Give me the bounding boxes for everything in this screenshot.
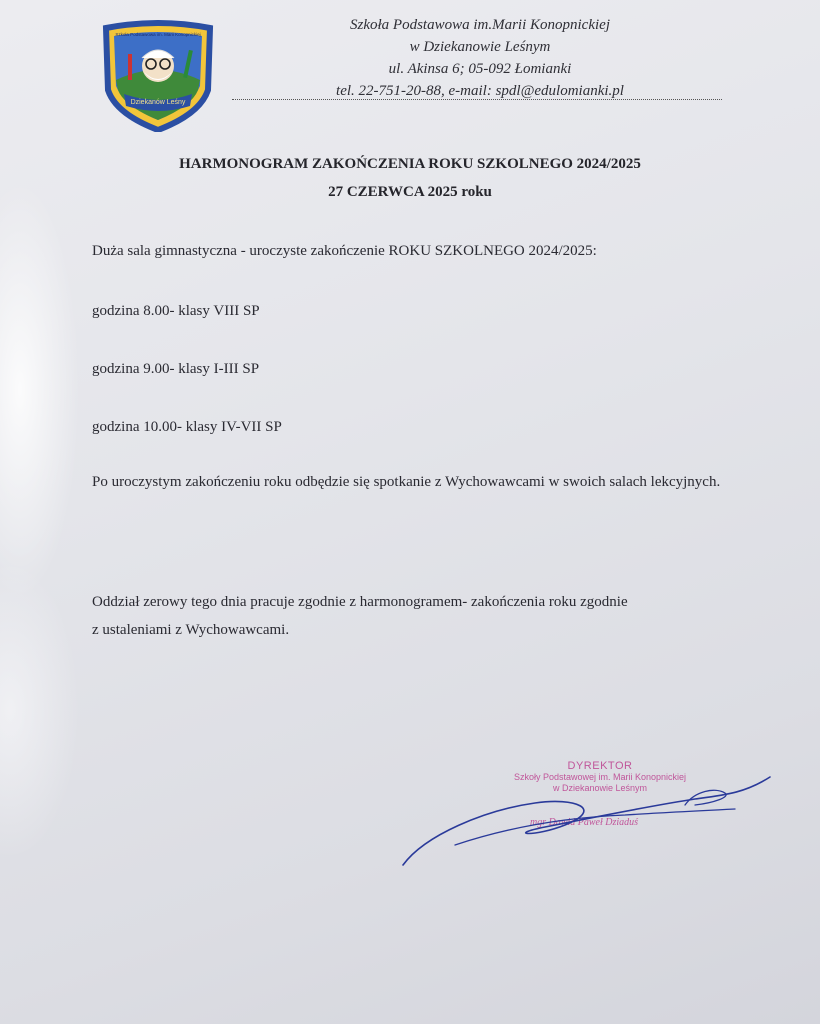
- kindergarten-note-line1: Oddział zerowy tego dnia pracuje zgodnie z harmonogramem- zakończenia roku zgodnie: [92, 594, 628, 610]
- header-divider: [232, 99, 722, 100]
- school-logo-icon: [100, 20, 216, 132]
- meeting-note: Po uroczystym zakończeniu roku odbędzie się spotkanie z Wychowawcami w swoich salach lekcyjnych.: [92, 474, 721, 490]
- school-name: Szkoła Podstawowa im.Marii Konopnickiej: [350, 17, 610, 33]
- kindergarten-note-line2: z ustaleniami z Wychowawcami.: [92, 622, 290, 638]
- document-title: HARMONOGRAM ZAKOŃCZENIA ROKU SZKOLNEGO 2024/2025: [179, 156, 641, 172]
- schedule-item-3: godzina 10.00- klasy IV-VII SP: [92, 419, 282, 435]
- handwritten-signature: [395, 765, 780, 875]
- stamp-line-1: Szkoły Podstawowej im. Marii Konopnickiej: [513, 772, 687, 782]
- document-date: 27 CZERWCA 2025 roku: [328, 184, 492, 200]
- school-contact: tel. 22-751-20-88, e-mail: spdl@edulomianki.pl: [336, 83, 624, 99]
- school-address: ul. Akinsa 6; 05-092 Łomianki: [388, 61, 572, 77]
- school-letterhead: [320, 14, 640, 102]
- stamp-title: DYREKTOR: [567, 760, 633, 772]
- intro-text: Duża sala gimnastyczna - uroczyste zakończenie ROKU SZKOLNEGO 2024/2025:: [92, 243, 597, 259]
- document-title-block: [0, 150, 820, 206]
- schedule-item-1: godzina 8.00- klasy VIII SP: [92, 303, 260, 319]
- school-location: w Dziekanowie Leśnym: [409, 39, 551, 55]
- logo-banner-text: Dziekanów Leśny: [130, 99, 186, 106]
- light-glare-lower: [0, 560, 80, 860]
- director-name: mgr Dawid Paweł Dziaduś: [530, 817, 639, 828]
- light-glare: [0, 180, 80, 600]
- stamp-line-2: w Dziekanowie Leśnym: [552, 783, 648, 793]
- schedule-item-2: godzina 9.00- klasy I-III SP: [92, 361, 260, 377]
- logo-top-text: Szkoła Podstawowa im. Marii Konopnickiej: [115, 32, 201, 37]
